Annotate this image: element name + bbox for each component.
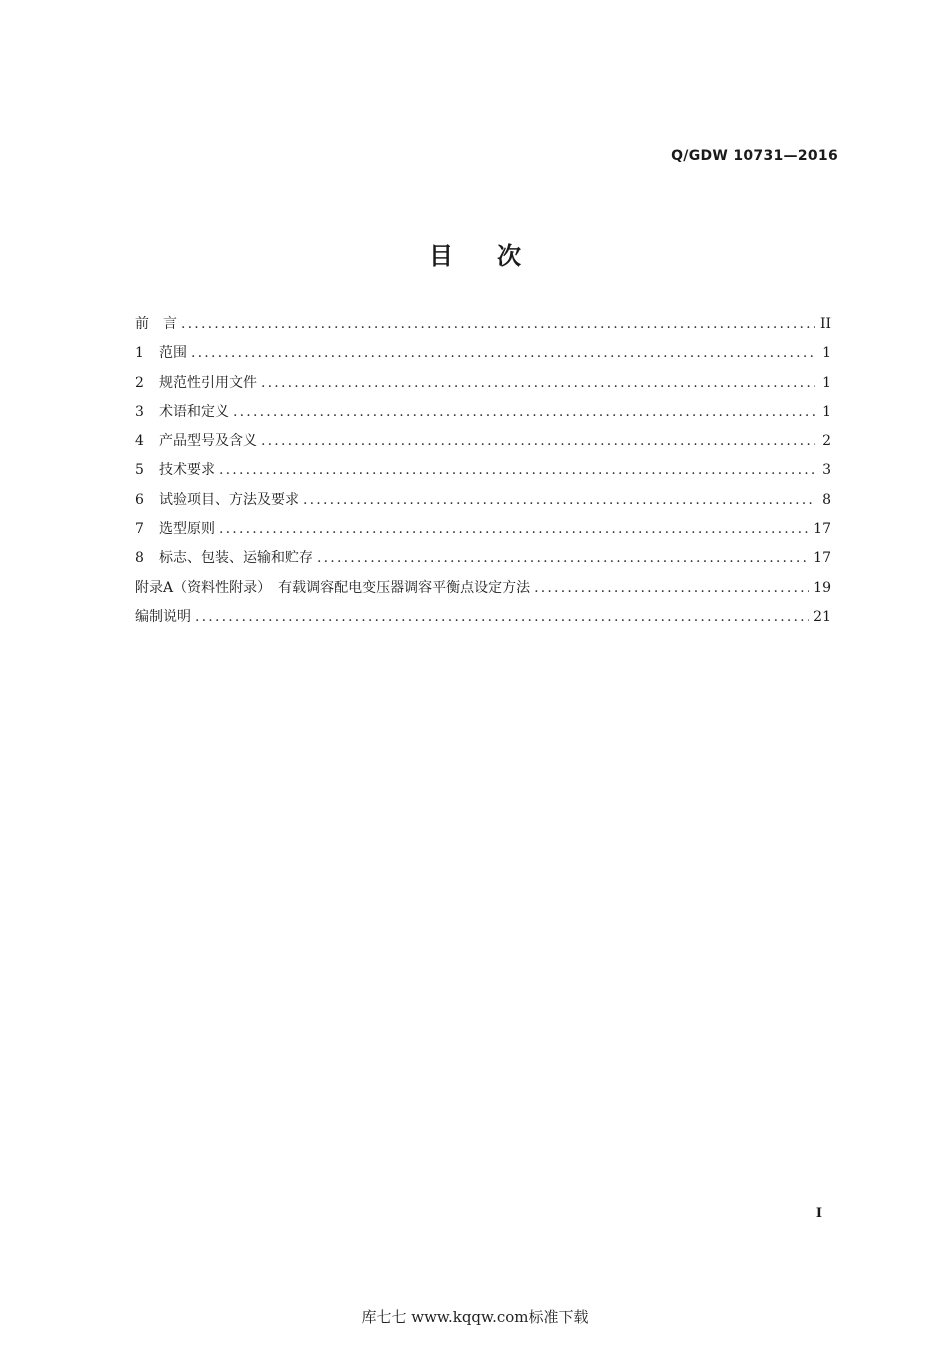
toc-entry-number: 5 xyxy=(135,462,144,479)
toc-leader-dots xyxy=(191,339,815,368)
toc-entry-label: 标志、包装、运输和贮存 xyxy=(159,550,313,567)
toc-entry-label: 规范性引用文件 xyxy=(159,374,257,391)
toc-entry-normative-references[interactable] xyxy=(135,369,831,398)
toc-entry-technical-requirements[interactable] xyxy=(135,456,831,485)
toc-entry-label: 附录A（资料性附录） 有载调容配电变压器调容平衡点设定方法 xyxy=(135,579,531,596)
toc-leader-dots xyxy=(219,456,815,485)
toc-entry-number: 7 xyxy=(135,521,144,538)
toc-entry-label: 前 言 xyxy=(135,316,177,332)
toc-entry-number: 6 xyxy=(135,491,144,508)
toc-entry-appendix-a[interactable] xyxy=(135,574,831,603)
toc-entry-number: 2 xyxy=(135,374,144,391)
toc-entry-label: 术语和定义 xyxy=(159,403,229,420)
toc-entry-page: 19 xyxy=(813,579,831,596)
toc-entry-number: 4 xyxy=(135,433,144,450)
toc-entry-page: 8 xyxy=(822,491,831,508)
toc-entry-label: 产品型号及含义 xyxy=(159,433,257,450)
toc-leader-dots xyxy=(233,398,815,427)
toc-entry-number: 1 xyxy=(135,345,144,362)
toc-entry-compilation-notes[interactable] xyxy=(135,603,831,632)
toc-entry-page: 21 xyxy=(813,608,831,625)
table-of-contents xyxy=(135,310,831,632)
toc-entry-test-items[interactable] xyxy=(135,486,831,515)
toc-entry-label: 范围 xyxy=(159,345,187,362)
footer-watermark: 库七七 www.kqqw.com标准下载 xyxy=(361,1308,589,1326)
toc-entry-selection-principles[interactable] xyxy=(135,515,831,544)
toc-leader-dots xyxy=(195,603,809,632)
document-code: Q/GDW 10731—2016 xyxy=(671,148,838,164)
toc-entry-number: 3 xyxy=(135,403,144,420)
toc-entry-marking-packaging[interactable] xyxy=(135,544,831,573)
toc-entry-label: 选型原则 xyxy=(159,521,215,538)
toc-leader-dots xyxy=(219,515,809,544)
toc-entry-product-model[interactable] xyxy=(135,427,831,456)
toc-leader-dots xyxy=(534,574,809,603)
toc-entry-terms[interactable] xyxy=(135,398,831,427)
toc-entry-page: 17 xyxy=(813,550,831,567)
toc-leader-dots xyxy=(317,544,809,573)
toc-entry-page: 1 xyxy=(822,403,831,420)
toc-leader-dots xyxy=(261,427,815,456)
toc-entry-page: 1 xyxy=(822,345,831,362)
toc-leader-dots xyxy=(181,310,815,339)
toc-entry-page: 2 xyxy=(822,433,831,450)
toc-leader-dots xyxy=(303,486,815,515)
page-number: I xyxy=(815,1206,822,1221)
toc-entry-page: 17 xyxy=(813,521,831,538)
toc-title: 目次 xyxy=(429,242,565,270)
toc-entry-label: 编制说明 xyxy=(135,608,191,625)
toc-leader-dots xyxy=(261,369,815,398)
toc-entry-label: 试验项目、方法及要求 xyxy=(159,491,299,508)
toc-entry-scope[interactable] xyxy=(135,339,831,368)
toc-entry-number: 8 xyxy=(135,550,144,567)
toc-entry-page: II xyxy=(819,316,831,332)
toc-entry-page: 3 xyxy=(822,462,831,479)
toc-entry-label: 技术要求 xyxy=(159,462,215,479)
toc-entry-page: 1 xyxy=(822,374,831,391)
toc-entry-foreword[interactable] xyxy=(135,310,831,339)
